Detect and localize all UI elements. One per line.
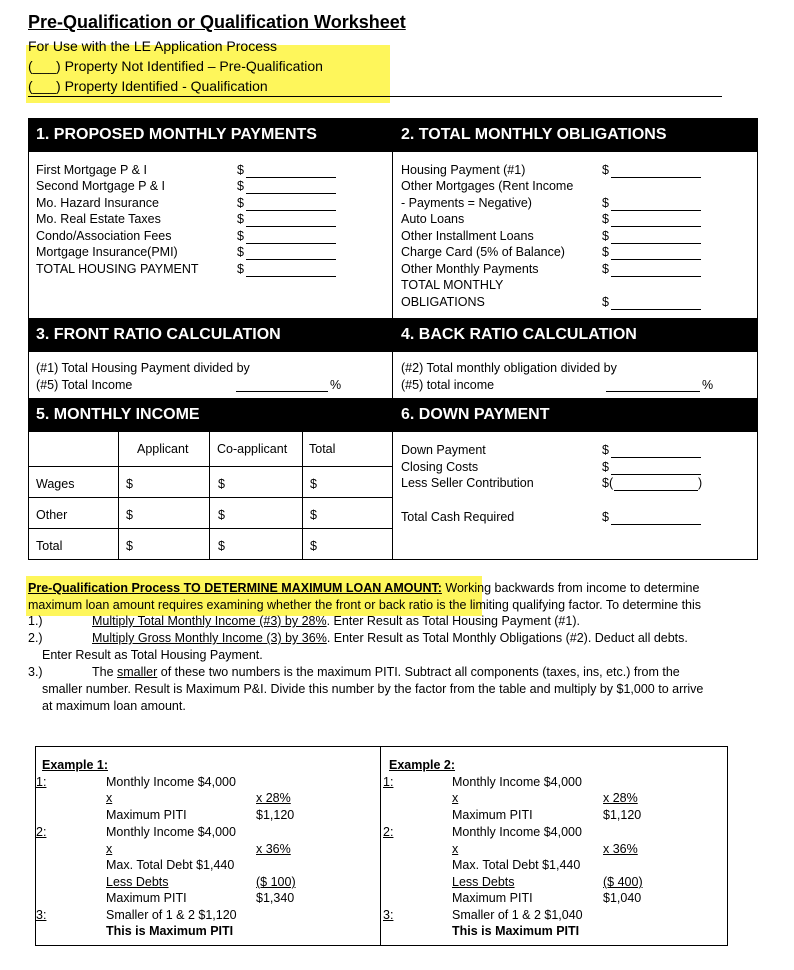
example-2-max-debt: Max. Total Debt $1,440 [452,858,581,872]
example-2-x: x [452,791,459,805]
income-cell[interactable]: $ [126,508,133,522]
example-2-smaller: Smaller of 1 & 2 $1,040 [452,908,583,922]
header-rule [28,96,722,97]
amount-blank[interactable] [611,309,701,310]
example-2-max-piti-2-value: $1,040 [603,891,642,905]
example-1-x: x [106,791,113,805]
sec2-item: Other Installment Loans [401,229,534,243]
dollar-sign: $ [237,229,244,243]
example-2-step-2: 2: [383,825,394,839]
front-ratio-percent: % [330,378,342,392]
dollar-sign: $ [602,196,609,210]
example-2-x28: x 28% [603,791,638,805]
step-3-line3: at maximum loan amount. [42,699,186,713]
amount-blank[interactable] [611,524,701,525]
income-table-rule [28,528,392,529]
sec2-item: Housing Payment (#1) [401,163,526,177]
step-2-num: 2.) [28,631,43,645]
sec1-item: Condo/Association Fees [36,229,172,243]
total-cash-label: Total Cash Required [401,510,515,524]
option-pre-qualification[interactable]: (___) Property Not Identified – Pre-Qualification [28,58,323,74]
example-2-step-1: 1: [383,775,394,789]
sec6-header: 6. DOWN PAYMENT [393,398,758,432]
process-heading: Pre-Qualification Process TO DETERMINE MAXIMUM LOAN AMOUNT: [28,581,442,595]
front-ratio-line2: (#5) Total Income [36,378,133,392]
example-1-x36: x 36% [256,842,291,856]
dollar-sign: $ [602,510,609,524]
step-1-text [92,614,580,628]
step-1-rest: . Enter Result as Total Housing Payment (#1). [326,614,580,628]
sec1-item: Second Mortgage P & I [36,179,166,193]
step-2-rest: . Enter Result as Total Monthly Obligations (#2). Deduct all debts. [326,631,688,645]
amount-blank[interactable] [614,490,698,491]
process-intro-a: Working backwards from income to determine [441,581,700,595]
income-table-col [302,432,303,560]
seller-open-paren: $( [602,476,614,490]
step-2-line2: Enter Result as Total Housing Payment. [42,648,263,662]
sec2-item: - Payments = Negative) [401,196,532,210]
back-ratio-blank[interactable] [606,391,700,392]
income-cell[interactable]: $ [218,539,225,553]
amount-blank[interactable] [611,457,701,458]
process-line2 [28,598,701,612]
sec2-header: 2. TOTAL MONTHLY OBLIGATIONS [393,118,758,152]
dollar-sign: $ [602,262,609,276]
example-1-income: Monthly Income $4,000 [106,775,236,789]
example-2-step-3: 3: [383,908,394,922]
step-3-line2: smaller number. Result is Maximum P&I. Divide this number by the factor from the table and multiply by $1,000 to arrive [42,682,704,696]
step-3-underlined: smaller [117,665,158,679]
dollar-sign: $ [602,443,609,457]
sec2-item: OBLIGATIONS [401,295,485,309]
amount-blank[interactable] [611,177,701,178]
example-2-income-2: Monthly Income $4,000 [452,825,582,839]
amount-blank[interactable] [611,474,701,475]
amount-blank[interactable] [611,243,701,244]
front-ratio-line1: (#1) Total Housing Payment divided by [36,361,250,375]
example-2-x36: x 36% [603,842,638,856]
example-1-title: Example 1: [42,758,109,772]
income-col-header: Co-applicant [217,442,288,456]
example-2-less-debts: Less Debts [452,875,515,889]
income-cell[interactable]: $ [218,477,225,491]
dollar-sign: $ [237,179,244,193]
amount-blank[interactable] [246,243,336,244]
dollar-sign: $ [237,212,244,226]
example-1-max-debt: Max. Total Debt $1,440 [106,858,235,872]
example-1-less-debts: Less Debts [106,875,169,889]
income-row-label: Wages [36,477,75,491]
step-3-text [92,665,680,679]
example-2-max-piti-value: $1,120 [603,808,642,822]
example-1-max-piti-value: $1,120 [256,808,295,822]
example-1-max-piti-2-value: $1,340 [256,891,295,905]
amount-blank[interactable] [246,177,336,178]
income-table-rule [28,497,392,498]
process-intro-b: maximum loan amount requires examining whether the front or back ratio is [28,598,446,612]
example-1-x28: x 28% [256,791,291,805]
income-cell[interactable]: $ [126,539,133,553]
front-ratio-blank[interactable] [236,391,328,392]
dollar-sign: $ [237,245,244,259]
sec2-item: Auto Loans [401,212,465,226]
income-table-col [209,432,210,560]
amount-blank[interactable] [246,193,336,194]
examples-divider [380,746,381,946]
back-ratio-line1: (#2) Total monthly obligation divided by [401,361,617,375]
dollar-sign: $ [602,229,609,243]
option-qualification[interactable]: (___) Property Identified - Qualification [28,78,268,94]
amount-blank[interactable] [611,226,701,227]
seller-contribution-label: Less Seller Contribution [401,476,534,490]
income-row-label: Total [36,539,63,553]
down-payment-label: Down Payment [401,443,486,457]
sec1-header: 1. PROPOSED MONTHLY PAYMENTS [28,118,392,152]
sec2-item: TOTAL MONTHLY [401,278,504,292]
step-2-text [92,631,688,645]
step-2-underlined: Multiply Gross Monthly Income (3) by 36% [92,631,327,645]
sec4-header: 4. BACK RATIO CALCULATION [393,318,758,352]
amount-blank[interactable] [611,210,701,211]
step-3-b: of these two numbers is the maximum PITI. Subtract all components (taxes, ins, etc.) from the [157,665,680,679]
dollar-sign: $ [602,212,609,226]
amount-blank[interactable] [246,210,336,211]
example-1-x-2: x [106,842,113,856]
dollar-sign: $ [602,163,609,177]
step-1-num: 1.) [28,614,43,628]
sec1-item: TOTAL HOUSING PAYMENT [36,262,199,276]
step-3-a: The [92,665,118,679]
sec1-item: Mo. Real Estate Taxes [36,212,161,226]
subtitle: For Use with the LE Application Process [28,38,278,54]
income-row-label: Other [36,508,68,522]
process-intro-c: the limiting qualifying factor. To determine this [445,598,702,612]
example-1-step-2: 2: [36,825,47,839]
amount-blank[interactable] [611,259,701,260]
example-2-result: This is Maximum PITI [452,924,580,938]
amount-blank[interactable] [246,276,336,277]
example-1-step-1: 1: [36,775,47,789]
income-cell[interactable]: $ [126,477,133,491]
dollar-sign: $ [237,196,244,210]
dollar-sign: $ [602,245,609,259]
closing-costs-label: Closing Costs [401,460,479,474]
seller-close-paren: ) [698,476,703,490]
sec2-item: Other Monthly Payments [401,262,539,276]
example-2-x-2: x [452,842,459,856]
income-cell[interactable]: $ [310,477,317,491]
income-cell[interactable]: $ [218,508,225,522]
sec1-item: First Mortgage P & I [36,163,147,177]
sec1-item: Mo. Hazard Insurance [36,196,159,210]
income-table-col [118,432,119,560]
example-1-max-piti-2-label: Maximum PITI [106,891,187,905]
example-2-debts-value: ($ 400) [603,875,643,889]
example-1-result: This is Maximum PITI [106,924,234,938]
step-3-num: 3.) [28,665,43,679]
income-cell[interactable]: $ [310,539,317,553]
amount-blank[interactable] [246,226,336,227]
dollar-sign: $ [237,262,244,276]
example-2-income: Monthly Income $4,000 [452,775,582,789]
sec2-item: Charge Card (5% of Balance) [401,245,565,259]
dollar-sign: $ [602,295,609,309]
amount-blank[interactable] [246,259,336,260]
sec1-item: Mortgage Insurance(PMI) [36,245,178,259]
sec3-header: 3. FRONT RATIO CALCULATION [28,318,392,352]
example-2-title: Example 2: [389,758,456,772]
example-1-max-piti-label: Maximum PITI [106,808,187,822]
process-line1 [28,581,699,595]
sec2-item: Other Mortgages (Rent Income [401,179,574,193]
amount-blank[interactable] [611,276,701,277]
example-1-income-2: Monthly Income $4,000 [106,825,236,839]
back-ratio-line2: (#5) total income [401,378,495,392]
income-table-rule [28,466,392,467]
dollar-sign: $ [237,163,244,177]
income-col-header: Total [309,442,336,456]
step-1-underlined: Multiply Total Monthly Income (#3) by 28% [92,614,327,628]
example-2-max-piti-2-label: Maximum PITI [452,891,533,905]
dollar-sign: $ [602,460,609,474]
example-1-smaller: Smaller of 1 & 2 $1,120 [106,908,237,922]
back-ratio-percent: % [702,378,714,392]
example-2-max-piti-label: Maximum PITI [452,808,533,822]
page-title: Pre-Qualification or Qualification Worksheet [28,12,406,32]
example-1-debts-value: ($ 100) [256,875,296,889]
income-cell[interactable]: $ [310,508,317,522]
sec5-header: 5. MONTHLY INCOME [28,398,392,432]
income-col-header: Applicant [137,442,189,456]
example-1-step-3: 3: [36,908,47,922]
